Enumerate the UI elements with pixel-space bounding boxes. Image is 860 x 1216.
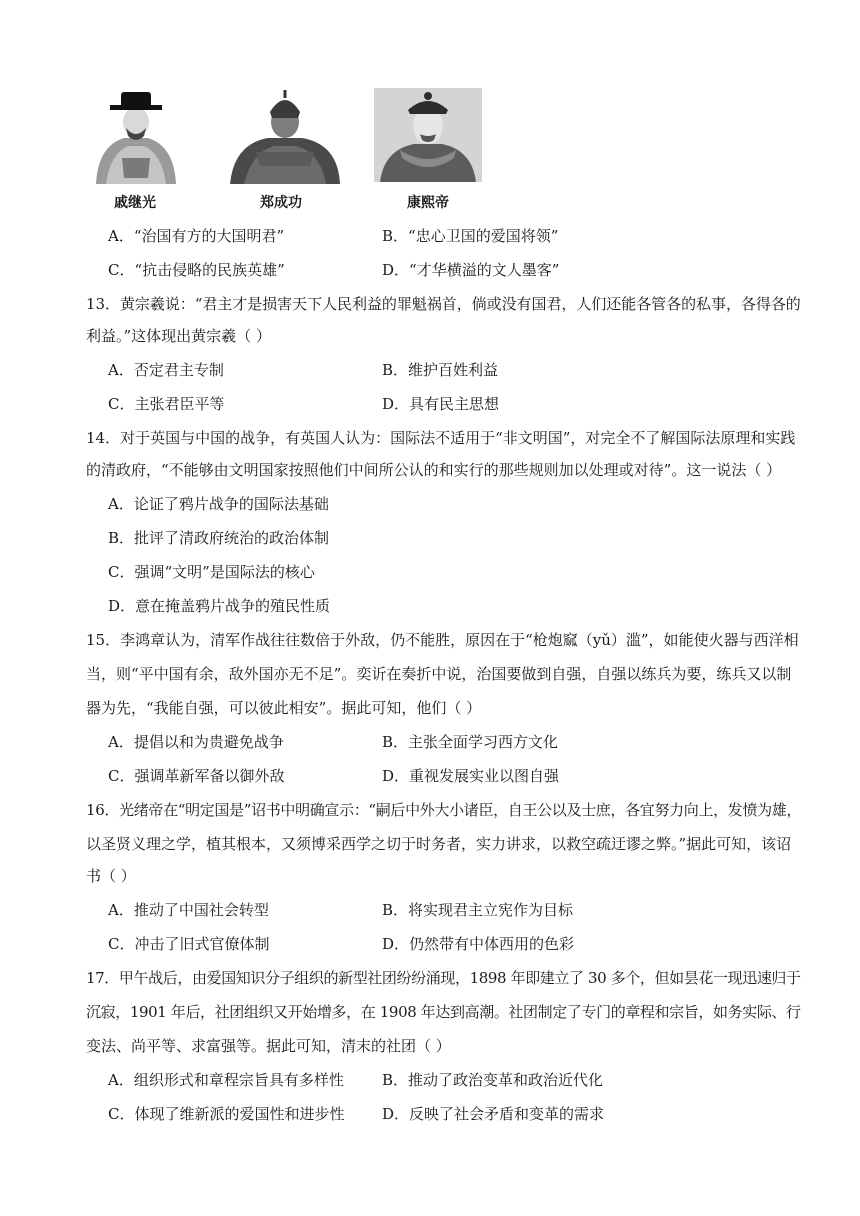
q16-stem: 书（ ）	[86, 867, 136, 885]
q14-option-a[interactable]: A．论证了鸦片战争的国际法基础	[108, 495, 329, 513]
q12-option-b[interactable]: B．“忠心卫国的爱国将领”	[382, 227, 559, 245]
q13-option-a[interactable]: A．否定君主专制	[108, 361, 224, 379]
q17-option-c[interactable]: C．体现了维新派的爱国性和进步性	[108, 1105, 345, 1123]
q15-option-c[interactable]: C．强调革新军备以御外敌	[108, 767, 285, 785]
q16-option-d[interactable]: D．仍然带有中体西用的色彩	[382, 935, 575, 953]
q17-stem: 变法、尚平等、求富强等。据此可知，清末的社团（ ）	[86, 1037, 451, 1055]
q14-option-c[interactable]: C．强调“文明”是国际法的核心	[108, 563, 315, 581]
q15-stem: 15．李鸿章认为，清军作战往往数倍于外敌，仍不能胜，原因在于“枪炮窳（yǔ）滥”，如能使火器与西洋相	[86, 631, 799, 649]
q16-option-b[interactable]: B．将实现君主立宪作为目标	[382, 901, 574, 919]
portrait-kangxi	[374, 88, 482, 182]
q13-stem: 利益。”这体现出黄宗羲（ ）	[86, 327, 271, 345]
portrait-qi-jiguang	[86, 88, 186, 188]
q16-option-c[interactable]: C．冲击了旧式官僚体制	[108, 935, 270, 953]
q17-stem: 17．甲午战后，由爱国知识分子组织的新型社团纷纷涌现，1898 年即建立了 30 多个，但如昙花一现迅速归于	[86, 969, 801, 987]
q17-option-a[interactable]: A．组织形式和章程宗旨具有多样性	[108, 1071, 344, 1089]
q15-option-b[interactable]: B．主张全面学习西方文化	[382, 733, 559, 751]
q13-option-c[interactable]: C．主张君臣平等	[108, 395, 225, 413]
portrait-caption: 康熙帝	[407, 195, 449, 211]
q13-stem: 13．黄宗羲说：“君主才是损害天下人民利益的罪魁祸首，倘或没有国君，人们还能各管各的私事，各得各的	[86, 295, 801, 313]
q17-stem: 沉寂，1901 年后，社团组织又开始增多，在 1908 年达到高潮。社团制定了专门的章程和宗旨，如务实际、行	[86, 1003, 801, 1021]
q13-option-d[interactable]: D．具有民主思想	[382, 395, 500, 413]
q16-stem: 以圣贤义理之学，植其根本，又须博采西学之切于时务者，实力讲求，以救空疏迂谬之弊。”据此可知，该诏	[86, 835, 792, 853]
q12-option-d[interactable]: D．“才华横溢的文人墨客”	[382, 261, 560, 279]
q16-stem: 16．光绪帝在“明定国是”诏书中明确宣示：“嗣后中外大小诸臣，自王公以及士庶，各宜努力向上，发愤为雄，	[86, 801, 802, 819]
portrait-row	[86, 88, 506, 214]
q12-option-a[interactable]: A．“治国有方的大国明君”	[108, 227, 285, 245]
q15-stem: 当，则“平中国有余，敌外国亦无不足”。奕䜣在奏折中说，治国要做到自强，自强以练兵为要，练兵又以制	[86, 665, 792, 683]
q14-option-b[interactable]: B．批评了清政府统治的政治体制	[108, 529, 330, 547]
portrait-caption: 戚继光	[114, 195, 156, 211]
q15-stem: 器为先，“我能自强，可以彼此相安”。据此可知，他们（ ）	[86, 699, 482, 717]
q13-option-b[interactable]: B．维护百姓利益	[382, 361, 499, 379]
q17-option-d[interactable]: D．反映了社会矛盾和变革的需求	[382, 1105, 605, 1123]
q15-option-a[interactable]: A．提倡以和为贵避免战争	[108, 733, 284, 751]
portrait-caption: 郑成功	[260, 195, 302, 211]
q14-option-d[interactable]: D．意在掩盖鸦片战争的殖民性质	[108, 597, 331, 615]
q14-stem: 的清政府，“不能够由文明国家按照他们中间所公认的和实行的那些规则加以处理或对待”。这一说法（ ）	[86, 461, 782, 479]
q17-option-b[interactable]: B．推动了政治变革和政治近代化	[382, 1071, 604, 1089]
q15-option-d[interactable]: D．重视发展实业以图自强	[382, 767, 560, 785]
portrait-zheng-chenggong	[226, 88, 344, 188]
q16-option-a[interactable]: A．推动了中国社会转型	[108, 901, 269, 919]
q12-option-c[interactable]: C．“抗击侵略的民族英雄”	[108, 261, 285, 279]
q14-stem: 14．对于英国与中国的战争，有英国人认为：国际法不适用于“非文明国”，对完全不了解国际法原理和实践	[86, 429, 796, 447]
